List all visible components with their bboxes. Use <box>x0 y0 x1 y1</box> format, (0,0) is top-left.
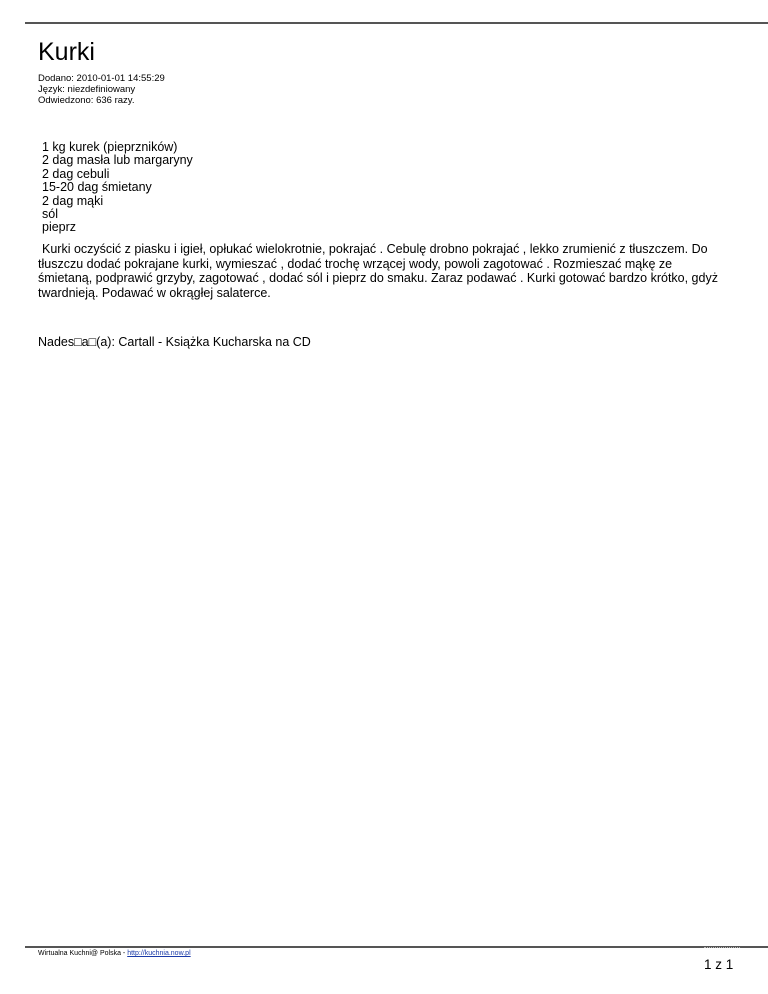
sender-credit: Nades□a□(a): Cartall - Książka Kucharska na CD <box>38 335 311 349</box>
footer-credit <box>38 950 191 957</box>
visit-count: Odwiedzono: 636 razy. <box>38 95 135 106</box>
ingredient-item: 15-20 dag śmietany <box>42 180 152 195</box>
ingredient-item: sól <box>42 207 58 222</box>
bottom-divider <box>25 946 768 948</box>
footer-site-text: Wirtualna Kuchni@ Polska - <box>38 950 128 957</box>
language-info: Język: niezdefiniowany <box>38 84 136 95</box>
ingredient-item: pieprz <box>42 220 77 235</box>
ingredient-item: 2 dag masła lub margaryny <box>42 153 193 168</box>
ingredient-list <box>42 141 193 235</box>
ingredient-item: 1 kg kurek (pieprzników) <box>42 140 178 154</box>
added-date: Dodano: 2010-01-01 14:55:29 <box>38 73 165 84</box>
recipe-title: Kurki <box>38 38 95 66</box>
footer-site-link[interactable]: http://kuchnia.now.pl <box>127 950 191 957</box>
ingredient-item: 2 dag mąki <box>42 193 104 208</box>
top-divider <box>25 22 768 24</box>
page-number: 1 z 1 <box>704 957 734 972</box>
ingredient-item: 2 dag cebuli <box>42 166 110 181</box>
recipe-instructions: Kurki oczyścić z piasku i igieł, opłukać wielokrotnie, pokrajać . Cebulę drobno pokrajać , lekko zrumienić z tłuszczem. Do tłuszczu dodać pokrajane kurki, wymieszać , dodać trochę wrzącej wody, powoli zagotować . Rozmieszać mąkę ze śmietaną, podprawić grzyby, zagotować , dodać sól i pieprz do smaku. Zaraz podawać . Kurki gotować bardzo krótko, gdyż twardnieją. Podawać w okrągłej salaterce. <box>38 242 718 300</box>
footer-mark <box>704 947 740 948</box>
recipe-meta <box>38 73 165 106</box>
